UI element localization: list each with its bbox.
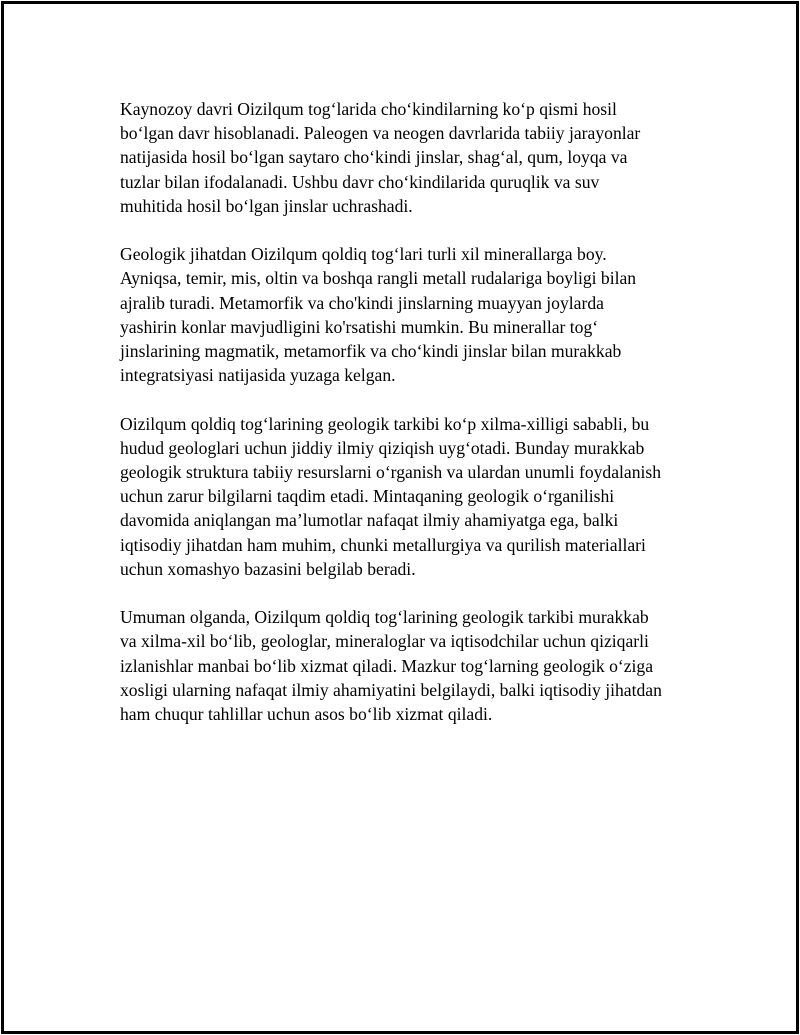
paragraph-3	[120, 412, 700, 581]
paragraph-line: ham chuqur tahlillar uchun asos bo‘lib xizmat qiladi.	[120, 704, 493, 725]
paragraph-line: Kaynozoy davri Oizilqum tog‘larida cho‘kindilarning ko‘p qismi hosil	[120, 99, 617, 119]
paragraph-line: uchun zarur bilgilarni taqdim etadi. Mintaqaning geologik o‘rganilishi	[120, 486, 615, 507]
paragraph-line: muhitida hosil bo‘lgan jinslar uchrashadi.	[120, 195, 413, 216]
paragraph-line: Oizilqum qoldiq tog‘larining geologik tarkibi ko‘p xilma-xilligi sababli, bu	[120, 413, 650, 434]
document-body	[120, 97, 700, 750]
paragraph-line: Umuman olganda, Oizilqum qoldiq tog‘larining geologik tarkibi murakkab	[120, 607, 649, 628]
paragraph-line: izlanishlar manbai bo‘lib xizmat qiladi. Mazkur tog‘larning geologik o‘ziga	[120, 655, 654, 676]
paragraph-line: va xilma-xil bo‘lib, geologlar, mineraloglar va iqtisodchilar uchun qiziqarli	[120, 631, 649, 652]
paragraph-line: xosligi ularning nafaqat ilmiy ahamiyatini belgilaydi, balki iqtisodiy jihatdan	[120, 679, 662, 700]
paragraph-line: integratsiyasi natijasida yuzaga kelgan.	[120, 365, 396, 386]
paragraph-2	[120, 242, 700, 387]
paragraph-line: geologik struktura tabiiy resurslarni o‘rganish va ulardan unumli foydalanish	[120, 462, 662, 483]
paragraph-line: hudud geologlari uchun jiddiy ilmiy qiziqish uyg‘otadi. Bunday murakkab	[120, 437, 645, 458]
paragraph-line: Ayniqsa, temir, mis, oltin va boshqa rangli metall rudalariga boyligi bilan	[120, 268, 637, 289]
paragraph-line: natijasida hosil bo‘lgan saytaro cho‘kindi jinslar, shag‘al, qum, loyqa va	[120, 147, 628, 168]
paragraph-line: Geologik jihatdan Oizilqum qoldiq tog‘lari turli xil minerallarga boy.	[120, 244, 607, 265]
paragraph-1	[120, 97, 700, 218]
paragraph-line: uchun xomashyo bazasini belgilab beradi.	[120, 558, 416, 579]
paragraph-line: davomida aniqlangan ma’lumotlar nafaqat ilmiy ahamiyatga ega, balki	[120, 510, 619, 531]
paragraph-line: jinslarining magmatik, metamorfik va cho‘kindi jinslar bilan murakkab	[120, 341, 622, 362]
paragraph-line: tuzlar bilan ifodalanadi. Ushbu davr cho‘kindilarida quruqlik va suv	[120, 171, 600, 192]
paragraph-line: iqtisodiy jihatdan ham muhim, chunki metallurgiya va qurilish materiallari	[120, 534, 646, 555]
paragraph-line: ajralib turadi. Metamorfik va cho'kindi jinslarning muayyan joylarda	[120, 292, 604, 313]
paragraph-line: bo‘lgan davr hisoblanadi. Paleogen va neogen davrlarida tabiiy jarayonlar	[120, 123, 641, 144]
paragraph-4	[120, 605, 700, 726]
paragraph-line: yashirin konlar mavjudligini ko'rsatishi mumkin. Bu minerallar tog‘	[120, 316, 599, 337]
document-page	[1, 1, 799, 1034]
